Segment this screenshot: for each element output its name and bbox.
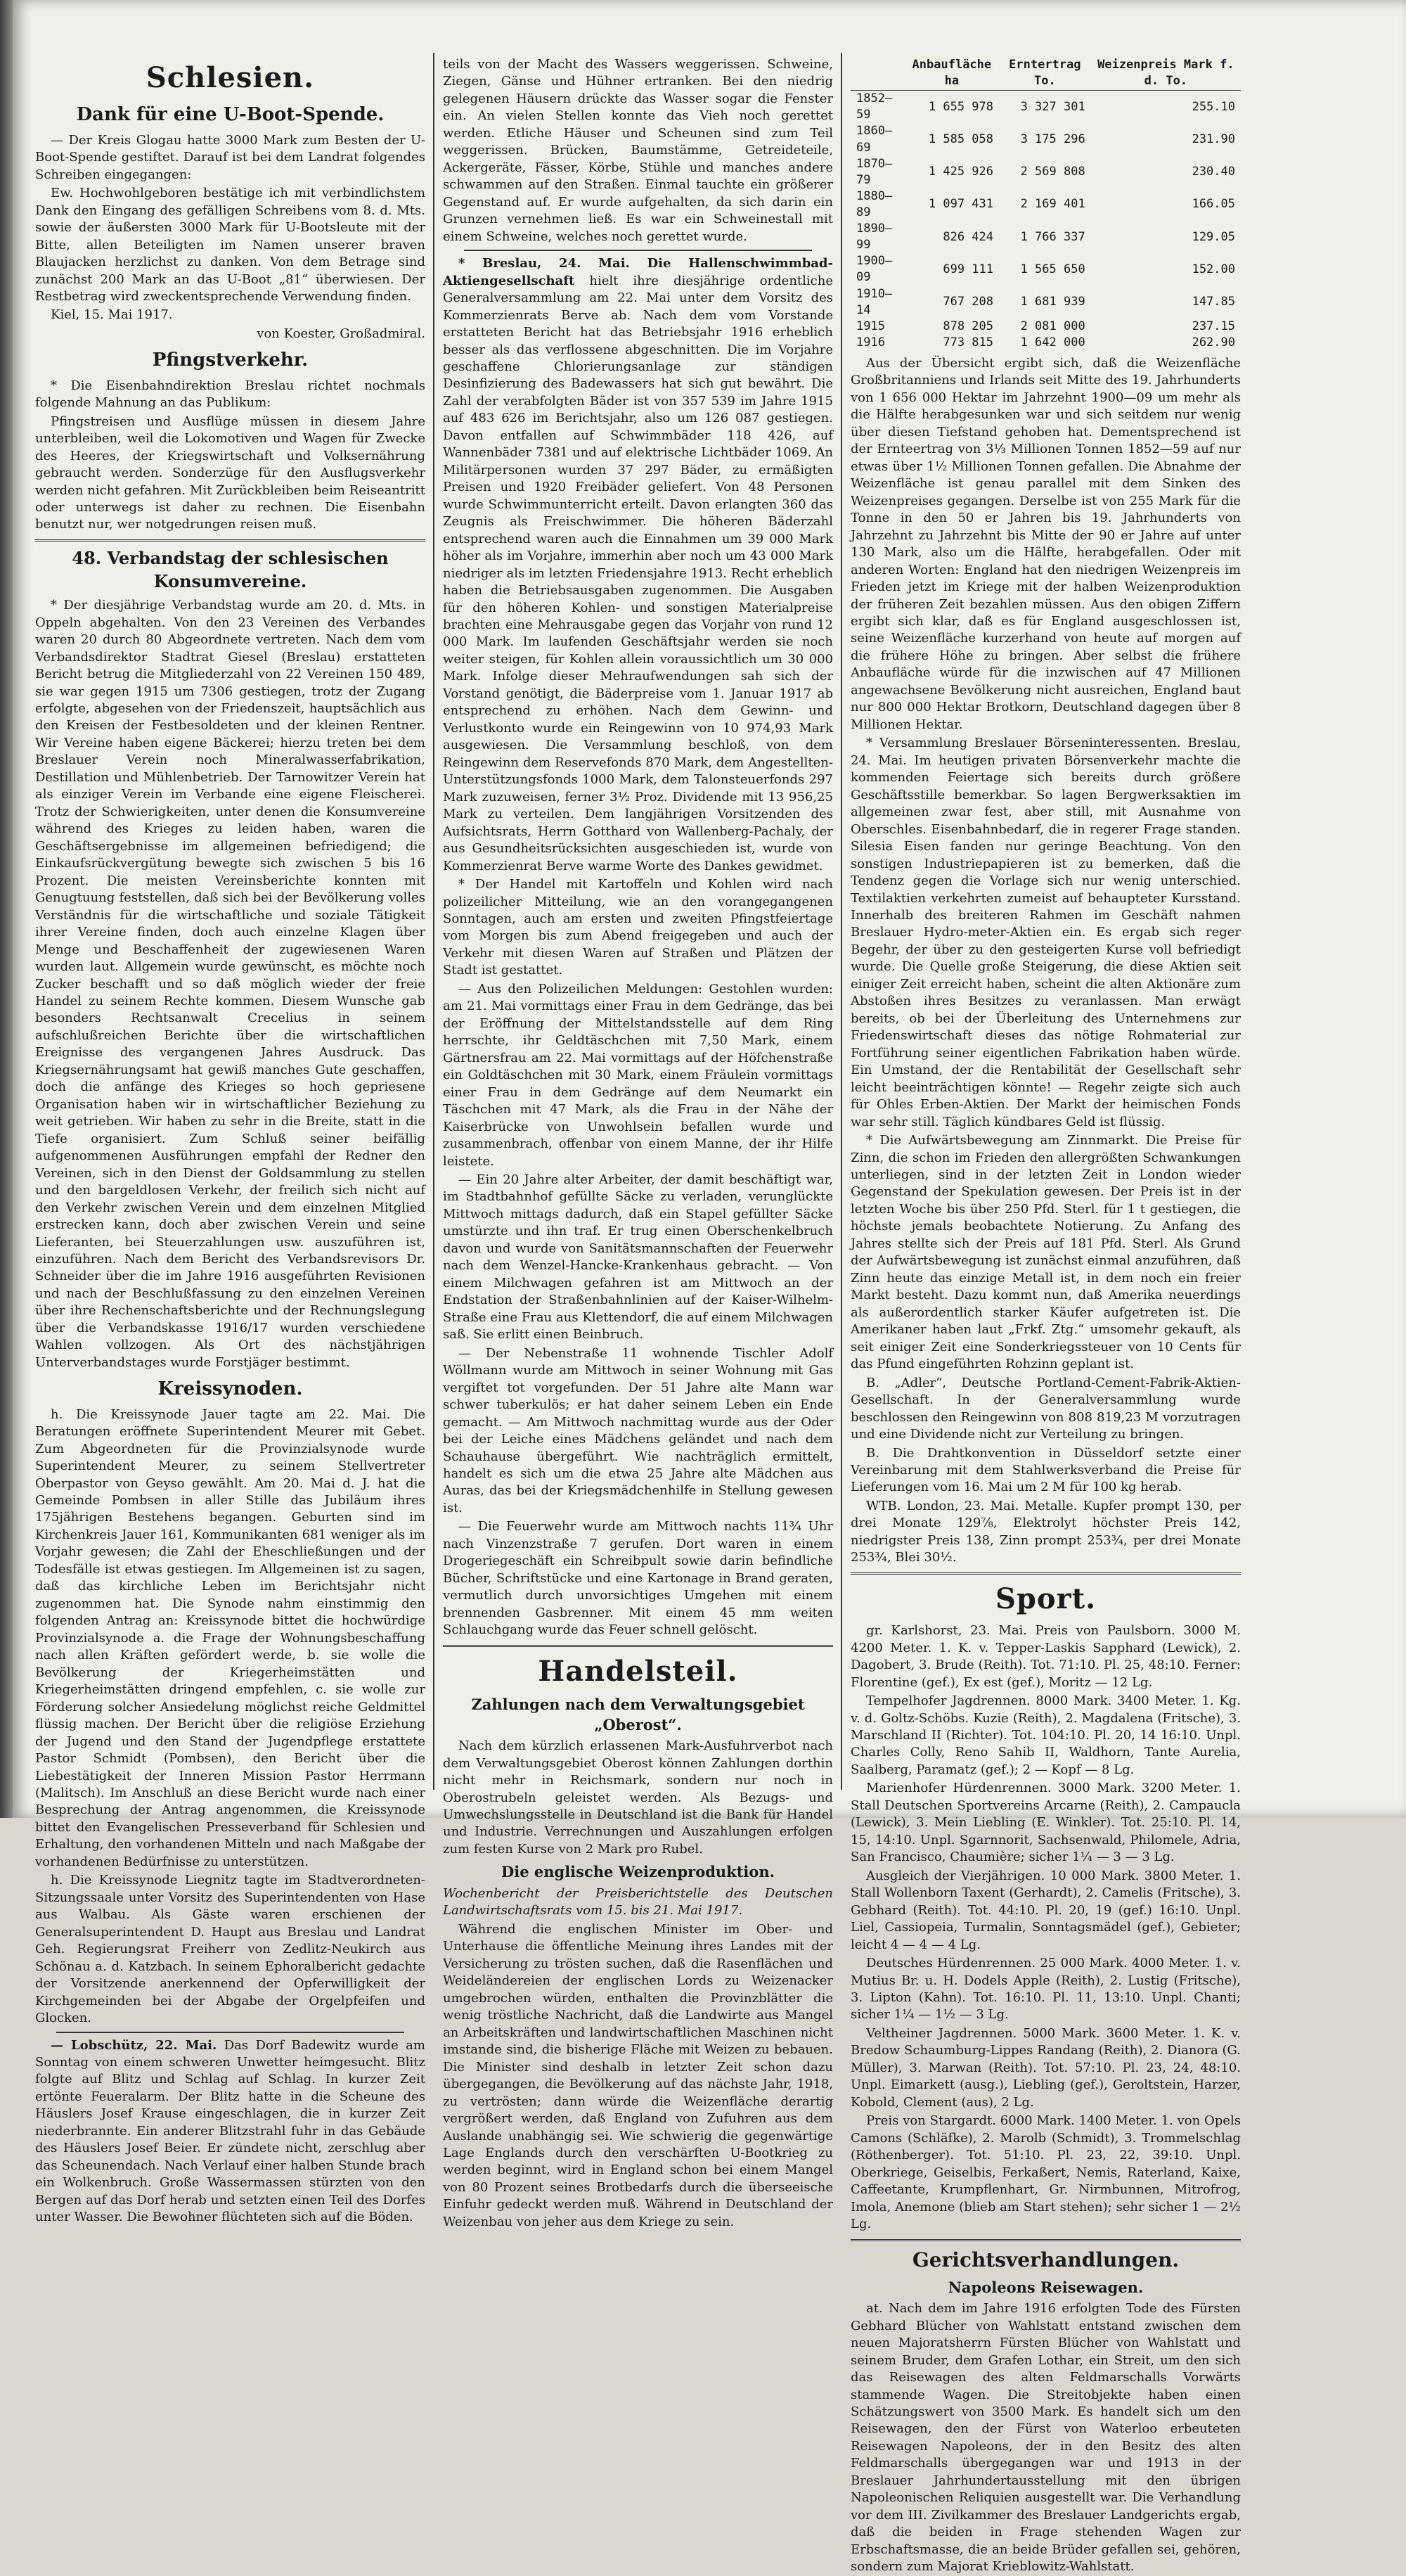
article-text: Das Dorf Badewitz wurde am Sonntag von einem schweren Unwetter heimgesucht. Blitz folgte auf Blitz und Schlag auf Schlag. In kurzer Zeit ertönte Feueralarm. Der Blitz hatte in die Scheune des Häuslers Josef Krause eingeschlagen, die in kurzer Zeit niederbrannte. Ein anderer Blitzstrahl fuhr in das Gebäude des Häuslers Josef Beier. Er zündete nicht, zerschlug aber das Scheunendach. Nach Verlauf einer halben Stunde brach ein Wolkenbruch. Große Wassermassen stürzten von den Bergen auf das Dorf herab und setzten einen Teil des Dorfes unter Wasser. Die Bewohner flüchteten sich auf die Böden. [35, 2037, 425, 2225]
table-cell: 230.40 [1192, 165, 1235, 179]
article-title-verbandstag: 48. Verbandstag der schlesischen Konsumvereine. [72, 547, 389, 591]
article-paragraph [443, 255, 833, 875]
column-rule [433, 53, 434, 1790]
section-title-handelsteil: Handelsteil. [538, 1654, 738, 1688]
table-cell: 262.90 [1192, 335, 1235, 350]
table-cell: 1 097 431 [928, 197, 994, 212]
article-title-oberost: Zahlungen nach dem Verwaltungsgebiet „Oberost“. [471, 1696, 805, 1734]
article-paragraph: h. Die Kreissynode Liegnitz tagte im Stadtverordneten-Sitzungssaale unter Vorsitz des Superintendenten von Hase aus Walbau. Als Gäste waren erschienen der Generalsuperintendent D. Haupt aus Breslau und Landrat Geh. Regierungsrat Freiherr von Zedlitz-Neukirch aus Schönau a. d. Katzbach. In seinem Ephoralbericht gedachte der Vorsitzende anerkennend der Opferwilligkeit der Kirchgemeinden bei der Abgabe der Orgelpfeifen und Glocken. [35, 1873, 425, 2026]
race-result: Marienhofer Hürdenrennen. 3000 Mark. 3200 Meter. 1. Stall Deutschen Sportvereins Arcarne (Reith), 2. Campaucla (Lewick), 3. Mein Liebling (E. Winkler). Tot. 25:10. Pl. 14, 15, 14:10. Unpl. Sgarnnorit, Sachsenwald, Philomele, Adria, San Francisco, Chaumière; sicher 1¼ — 3 — 3 Lg. [851, 1781, 1241, 1865]
table-cell: 1 565 650 [1020, 262, 1085, 276]
article-paragraph: — Die Feuerwehr wurde am Mittwoch nachts 11¾ Uhr nach Vinzenzstraße 7 gerufen. Dort waren in einem Drogeriegeschäft ein Schreibpult sowie darin befindliche Bücher, Schriftstücke und eine Kartonage in Brand geraten, vermutlich durch unvorsichtiges Umgehen mit einem brennenden Gasbrenner. Mit einem 45 mm weiten Schlauchgang wurde das Feuer schnell gelöscht. [443, 1519, 833, 1638]
table-cell: 1890—99 [856, 222, 893, 252]
article-paragraph: teils von der Macht des Wassers weggerissen. Schweine, Ziegen, Gänse und Hühner ertranken. Bei den niedrig gelegenen Häusern drückte das Wasser sogar die Fenster ein. An vielen Stellen konnte das Vieh noch gerettet werden. Etliche Häuser und Scheunen sind zum Teil weggerissen. Brücken, Baumstämme, Getreideteile, Ackergeräte, Fässer, Körbe, Stühle und manches andere schwammen auf den Straßen. Einmal tauchte ein größerer Gegenstand auf. Er wurde aufgehalten, da sich darin ein Grunzen vernehmen ließ. Es war ein Schweinestall mit einem Schweine, welches noch gerettet wurde. [443, 57, 833, 244]
book-gutter [0, 0, 13, 1818]
table-cell: 152.00 [1192, 262, 1235, 276]
column-3 [851, 56, 1241, 2575]
table-header: Anbaufläche ha [905, 56, 999, 91]
table-row [851, 221, 1241, 253]
table-cell: 1 766 337 [1020, 229, 1085, 244]
article-title-napoleon: Napoleons Reisewagen. [948, 2278, 1144, 2296]
divider [35, 539, 425, 542]
table-cell: 3 175 296 [1020, 132, 1085, 146]
article-paragraph: Ew. Hochwohlgeboren bestätige ich mit verbindlichstem Dank den Eingang des gefälligen Schreibens vom 8. d. Mts. sowie der äußersten 3000 Mark für U-Bootsleute mit der Bitte, allen Beteiligten im Namen unserer braven Blaujacken herzlichst zu danken. Von dem Betrage sind zunächst 200 Mark an das U-Boot „81“ überwiesen. Der Restbetrag wird zweckentsprechende Verwendung finden. [35, 186, 425, 304]
section-title-sport: Sport. [995, 1582, 1096, 1615]
table-header-row [851, 56, 1241, 91]
table-cell: 3 327 301 [1020, 99, 1085, 114]
article-signature: von Koester, Großadmiral. [257, 326, 425, 341]
table-cell: 2 569 808 [1020, 165, 1085, 179]
table-body [851, 91, 1241, 351]
table-row [851, 188, 1241, 221]
table-cell: 773 815 [943, 335, 994, 350]
table-cell: 1860—69 [856, 124, 893, 155]
table-cell: 1870—79 [856, 156, 893, 187]
article-title-pfingst: Pfingstverkehr. [152, 350, 309, 371]
table-cell: 699 111 [943, 262, 994, 276]
table-cell: 1 642 000 [1020, 335, 1085, 350]
table-cell: 1910—14 [856, 286, 893, 317]
article-subtitle: Wochenbericht der Preisberichtstelle des Deutschen Landwirtschaftsrats vom 15. bis 21. Mai 1917. [443, 1885, 833, 1918]
table-row [851, 319, 1241, 335]
article-paragraph: — Aus den Polizeilichen Meldungen: Gestohlen wurden: am 21. Mai vormittags einer Frau in dem Gedränge, das bei der Eröffnung der Mittelstandsstelle auf dem Ring herrschte, ihr Geldtäschchen mit 7,50 Mark, einem Gärtnersfrau am 22. Mai vormittags auf der Höfchenstraße ein Goldtäschchen mit 30 Mark, einem Fräulein vormittags einer Frau in dem Gedränge auf dem Neumarkt ein Täschchen mit 47 Mark, als die Frau in der Nähe der Kaiserbrücke von Unwohlsein befallen wurde und zusammenbrach, offenbar von einem Manne, der ihr Hilfe leistete. [443, 981, 833, 1169]
article-paragraph [35, 2037, 425, 2226]
table-row [851, 335, 1241, 351]
article-paragraph: B. „Adler“, Deutsche Portland-Cement-Fabrik-Aktien-Gesellschaft. In der Generalversammlung wurde beschlossen den Reingewinn von 808 819,23 M vorzutragen und eine Dividende nicht zur Verteilung zu bringen. [851, 1375, 1241, 1442]
race-result: Deutsches Hürdenrennen. 25 000 Mark. 4000 Meter. 1. v. Mutius Br. u. H. Dodels Apple (Reith), 2. Lustig (Fritsche), 3. Lipton (Kahn). Tot. 16:10. Pl. 11, 13:10. Unpl. Chanti; sicher 1¼ — 1½ — 3 Lg. [851, 1956, 1241, 2023]
column-2 [443, 56, 833, 2229]
article-lead: — Lobschütz, 22. Mai. [51, 2037, 217, 2053]
table-cell: 255.10 [1192, 99, 1235, 114]
newspaper-page [13, 0, 1406, 2575]
table-cell: 237.15 [1192, 319, 1235, 333]
divider [851, 2239, 1241, 2241]
table-cell: 1916 [856, 335, 885, 350]
article-text: hielt ihre diesjährige ordentliche Generalversammlung am 22. Mai unter dem Vorsitz des Kommerzienrats Berve ab. Nach dem vom Vorstande erstatteten Bericht hat das Betriebsjahr 1916 erheblich besser als das verflossene abgeschnitten. Die im Vorjahre geschaffene Chlorierungsanlage zur ständigen Desinfizierung des Badewassers hat sich gut bewährt. Die Zahl der verabfolgten Bäder ist von 357 539 im Jahre 1915 auf 483 626 im Berichtsjahr, also um 126 087 gestiegen. Davon entfallen auf Schwimmbäder 118 426, auf Wannenbäder 7381 und auf elektrische Lichtbäder 1069. An Militärpersonen wurden 37 297 Bäder, zu ermäßigten Preisen und 1920 Freibäder geliefert. Von 48 Personen wurde Schwimmunterricht erteilt. Davon erlangten 360 das Zeugnis als Freischwimmer. Die höheren Bäderzahl entsprechend waren auch die Einnahmen um 39 000 Mark höher als im Vorjahre, immerhin aber noch um 43 000 Mark niedriger als im letzten Friedensjahre 1913. Recht erheblich haben die Betriebsausgaben zugenommen. Die Ausgaben für den höheren Kohlen- und sonstigen Materialpreise brachten eine Mehrausgabe gegen das Vorjahr von rund 12 000 Mark. Im laufenden Geschäftsjahr werden sie noch weiter steigen, für Kohlen allein voraussichtlich um 30 000 Mark. Infolge dieser Mehraufwendungen sah sich der Vorstand genötigt, die Bäderpreise vom 1. Januar 1917 ab entsprechend zu erhöhen. Nach dem Gewinn- und Verlustkonto wurde ein Reingewinn von 10 974,93 Mark ausgewiesen. Die Versammlung beschloß, von dem Reingewinn dem Reservefonds 870 Mark, dem Angestellten-Unterstützungsfonds 1000 Mark, dem Talonsteuerfonds 297 Mark zuzuweisen, ferner 3½ Proz. Dividende mit 13 956,25 Mark zu verteilen. Dem langjährigen Vorsitzenden des Aufsichtsrats, Herrn Gotthard von Wallenberg-Pachaly, der aus Gesundheitsrücksichten ausgeschieden ist, wurde von Kommerzienrat Berve warme Worte des Dankes gewidmet. [443, 273, 833, 873]
article-title-kreissynoden: Kreissynoden. [157, 1378, 303, 1400]
race-result: gr. Karlshorst, 23. Mai. Preis von Paulsborn. 3000 M. 4200 Meter. 1. K. v. Tepper-Laskis Sapphard (Lewick), 2. Dagobert, 3. Brude (Reith). Tot. 71:10. Pl. 25, 48:10. Ferner: Florentine (gef.), Ex est (gef.), Moritz — 12 Lg. [851, 1623, 1241, 1690]
table-header: Erntertrag To. [999, 56, 1091, 91]
article-paragraph: Aus der Übersicht ergibt sich, daß die Weizenfläche Großbritanniens und Irlands seit Mitte des 19. Jahrhunderts von 1 656 000 Hektar im Jahrzehnt 1900—09 um mehr als die Hälfte herabgesunken war und sich seitdem nur wenig über diesen Tiefstand gehoben hat. Dementsprechend ist der Ernteertrag von 3⅓ Millionen Tonnen 1852—59 auf nur etwas über 1½ Millionen Tonnen gefallen. Die Abnahme der Weizenfläche ist genau parallel mit dem Sinken des Weizenpreises gegangen. Derselbe ist von 255 Mark für die Tonne in den 50 er Jahren bis 19. Jahrhunderts von Jahrzehnt zu Jahrzehnt bis Mitte der 90 er Jahre auf unter 130 Mark, also um die Hälfte, herabgefallen. Oder mit anderen Worten: England hat den niedrigen Weizenpreis im Frieden jetzt im Kriege mit der halben Weizenproduktion der früheren Zeit bezahlen müssen. Aus den obigen Ziffern ergibt sich klar, daß es für England ausgeschlossen ist, seine Weizenfläche kurzerhand von heute auf morgen auf die frühere Höhe zu bringen. Aber selbst die frühere Anbaufläche würde für die inzwischen auf 47 Millionen angewachsene Bevölkerung nicht ausreichen, England baut nur 800 000 Hektar Brotkorn, Deutschland dagegen über 8 Millionen Hektar. [851, 355, 1241, 732]
race-result: Ausgleich der Vierjährigen. 10 000 Mark. 3800 Meter. 1. Stall Wollenborn Taxent (Gerhardt), 2. Camelis (Fritsche), 3. Gebhard (Reith). Tot. 44:10. Pl. 20, 19 (gef.) 16:10. Unpl. Liel, Cassiopeia, Turmalin, Sonntagsmädel (gef.), Gebieter; leicht 4 — 4 — 4 Lg. [851, 1868, 1241, 1952]
article-paragraph: B. Die Drahtkonvention in Düsseldorf setzte einer Vereinbarung mit dem Stahlwerksverband die Preise für Lieferungen vom 16. Mai um 2 M für 100 kg herab. [851, 1445, 1241, 1495]
table-header [851, 56, 905, 91]
table-cell: 129.05 [1192, 229, 1235, 244]
article-paragraph: * Der diesjährige Verbandstag wurde am 20. d. Mts. in Oppeln abgehalten. Von den 23 Vereinen des Verbandes waren 20 durch 80 Abgeordnete vertreten. Nach dem vom Verbandsdirektor Stadtrat Giesel (Breslau) erstatteten Bericht betrug die Mitgliederzahl von 22 Vereinen 150 489, sie war gegen 1915 um 7306 gestiegen, trotz der Zugang erfolgte, abgesehen von der Friedenszeit, hauptsächlich aus den Kreisen der Festbesoldeten und der kleinen Rentner. Wir Vereine haben eigene Bäckerei; hierzu treten bei dem Breslauer Verein noch Mineralwasserfabrikation, Destillation und Mühlenbetrieb. Der Tarnowitzer Verein hat als einziger Verein im Verbande eine eigene Fleischerei. Trotz der Schwierigkeiten, unter denen die Konsumvereine während des Krieges zu leiden haben, waren die Geschäftsergebnisse im allgemeinen befriedigend; die Einkaufsrückvergütung bewegte sich zwischen 5 bis 16 Prozent. Die meisten Vereinsberichte konnten mit Genugtuung feststellen, daß sich bei der Bevölkerung volles Verständnis für die wirtschaftliche und soziale Tätigkeit ihrer Vereine finden, doch auch einzelne Klagen über Menge und Beschaffenheit der zugewiesenen Waren wurden laut. Allgemein wurde gewünscht, es möchte noch Zucker beschafft und so daß möglich wieder der freie Handel zu seinem Rechte kommen. Diesem Wunsche gab besonders Rechtsanwalt Crecelius in seinem aufschlußreichen Berichte über die wirtschaftlichen Ereignisse des vergangenen Jahres Ausdruck. Das Kriegsernährungsamt hat gewiß manches Gute geschaffen, doch die anfänge des Krieges so hoch gepriesene Organisation haben wir in wirtschaftlicher Beziehung zu weit getrieben. Wir haben zu sehr in die Breite, statt in die Tiefe organisiert. Zum Schluß seiner beifällig aufgenommenen Ausführungen empfahl der Redner den Vereinen, sich in den Dienst der Goldsammlung zu stellen und den bargeldlosen Verkehr, der freilich sich nicht auf den Verkehr zwischen Verein und dem einzelnen Mitglied erstrecken kann, doch aber zwischen Verein und seine Lieferanten, bei Steuerzahlungen usw. auszuführen ist, einzuführen. Nach dem Bericht des Verbandsrevisors Dr. Schneider über die im Jahre 1916 ausgeführten Revisionen und nach der Beschlußfassung zu den einzelnen Vereinen über ihre Rechenschaftsberichte und der Rechnungslegung über die Verbandskasse 1916/17 wurden verschiedene Wahlen vollzogen. Als Ort des nächstjährigen Unterverbandstages wurde Forstjäger bestimmt. [35, 598, 425, 1370]
table-row [851, 286, 1241, 319]
divider [443, 1645, 833, 1647]
column-1 [35, 56, 425, 2225]
table-row [851, 156, 1241, 188]
table-cell: 878 205 [943, 319, 994, 333]
table-cell: 2 081 000 [1020, 319, 1085, 333]
wheat-table [851, 56, 1241, 351]
article-paragraph: h. Die Kreissynode Jauer tagte am 22. Mai. Die Beratungen eröffnete Superintendent Meurer mit Gebet. Zum Abgeordneten für die Provinzialsynode wurde Superintendent Meurer, zu seinem Stellvertreter Oberpastor von Geyso gewählt. Am 20. Mai d. J. hat die Gemeinde Pombsen in aller Stille das Jubiläum ihres 175jährigen Bestehens begangen. Geburten sind im Kirchenkreis Jauer 161, Kommunikanten 681 weniger als im Vorjahr gewesen; die Zahl der Eheschließungen und der Todesfälle ist etwas gestiegen. Im Allgemeinen ist zu sagen, daß das kirchliche Leben im Berichtsjahr nicht zugenommen hat. Die Synode nahm einstimmig den folgenden Antrag an: Kreissynode bittet die hochwürdige Provinzialsynode a. die Frage der Wohnungsbeschaffung nach allen Kräften gefördert werde, b. sie wolle die Bevölkerung der Kriegerheimstätten und Kriegerheimstätten dringend empfehlen, c. sie wolle zur Förderung solcher Ansiedelung möglichst reiche Geldmittel flüssig machen. Der Bericht über die religiöse Erziehung der Jugend und den Stand der Jugendpflege erstattete Pastor Schmidt (Pombsen), den Bericht über die Liebestätigkeit der Inneren Mission Pastor Herrmann (Malitsch). Im Anschluß an diese Bericht wurde nach einer Besprechung der Antrag angenommen, die Kreissynode bittet den Evangelischen Presseverband für Schlesien und Erhaltung, den vorhandenen Mitteln und nach Maßgabe der vorhandenen Bedürfnisse zu unterstützen. [35, 1406, 425, 1869]
article-paragraph: WTB. London, 23. Mai. Metalle. Kupfer prompt 130, per drei Monate 129⅞, Elektrolyt höchster Preis 142, niedrigster Preis 138, Zinn prompt 253¾, per drei Monate 253¾, Blei 30½. [851, 1498, 1241, 1565]
table-row [851, 123, 1241, 155]
race-result: Veltheiner Jagdrennen. 5000 Mark. 3600 Meter. 1. K. v. Bredow Schaumburg-Lippes Randang (Reith), 2. Dianora (G. Müller), 3. Marwan (Reith). Tot. 57:10. Pl. 23, 24, 48:10. Unpl. Eimarkett (ausg.), Liebling (gef.), Geroltstein, Harzer, Kobold, Clement (aus), 2 Lg. [851, 2025, 1241, 2110]
divider [56, 2032, 404, 2033]
table-cell: 1915 [856, 319, 885, 333]
table-cell: 1880—89 [856, 188, 893, 219]
table-header: Weizenpreis Mark f. d. To. [1091, 56, 1241, 91]
article-title-weizen: Die englische Weizenproduktion. [501, 1863, 775, 1881]
article-paragraph: at. Nach dem im Jahre 1916 erfolgten Tode des Fürsten Gebhard Blücher von Wahlstatt entstand zwischen dem neuen Majoratsherrn Fürsten Blücher von Wahlstatt und seinem Bruder, dem Grafen Lothar, ein Streit, um den sich das Reisewagen des alten Feldmarschalls Vorwärts stammende Wagen. Die Streitobjekte haben einen Schätzungswert von 3500 Mark. Es handelt sich um den Reisewagen, den der Fürst von Waterloo erbeuteten Reisewagen Napoleons, der in den Besitz des alten Feldmarschalls übergegangen war und 1913 in der Breslauer Jahrhundertausstellung mit den übrigen Napoleonischen Reliquien ausgestellt war. Die Verhandlung vor dem III. Zivilkammer des Breslauer Landgerichts ergab, daß die beiden in Frage stehenden Wagen zur Erbschaftsmasse, die an beide Brüder gefallen sei, gehören, sondern zum Majorat Krieblowitz-Wahlstatt. [851, 2301, 1241, 2575]
table-cell: 1 655 978 [928, 99, 994, 114]
table-cell: 1 681 939 [1020, 295, 1085, 309]
article-paragraph: — Der Kreis Glogau hatte 3000 Mark zum Besten der U-Boot-Spende gestiftet. Darauf ist bei dem Landrat folgendes Schreiben eingegangen: [35, 132, 425, 182]
article-paragraph: * Der Handel mit Kartoffeln und Kohlen wird nach polizeilicher Mitteilung, wie an den vorangegangenen Sonntagen, auch am ersten und zweiten Pfingstfeiertage vom Morgen bis zum Abend freigegeben und auch der Verkehr mit diesen Waren auf Straßen und Plätzen der Stadt ist gestattet. [443, 877, 833, 978]
article-paragraph: Während die englischen Minister im Ober- und Unterhause die öffentliche Meinung ihres Landes mit der Versicherung zu trösten suchen, daß die Rasenflächen und Weideländereien der englischen Lords zu Weizenacker umgebrochen würden, enthalten die Provinzblätter die wenig tröstliche Nachricht, daß die Landwirte aus Mangel an Arbeitskräften und landwirtschaftlichen Maschinen nicht imstande sind, die bisherige Fläche mit Weizen zu bebauen. Die Minister sind deshalb in letzter Zeit schon dazu übergegangen, die Bevölkerung auf das nächste Jahr, 1918, zu vertrösten; dann würde die Weizenfläche derartig vergrößert werden, daß England von Zufuhren aus dem Auslande unabhängig sei. Wie schwierig die gegenwärtige Lage Englands durch den verschärften U-Bootkrieg zu werden beginnt, wird in England schon bei einem Mangel von 80 Prozent seines Brotbedarfs durch die überseeische Einfuhr gedeckt werden muß. Während in Deutschland der Weizenbau von jeher aus dem Kriege zu sein. [443, 1921, 833, 2229]
article-paragraph: — Ein 20 Jahre alter Arbeiter, der damit beschäftigt war, im Stadtbahnhof gefüllte Säcke zu verladen, verunglückte Mittwoch mittags dadurch, daß ein Stapel gefüllter Säcke umstürzte und ihn traf. Er trug einen Oberschenkelbruch davon und wurde von Sanitätsmannschaften der Feuerwehr nach dem Wenzel-Hancke-Krankenhaus gebracht. — Von einem Milchwagen gefahren ist am Mittwoch an der Endstation der Straßenbahnlinien auf der Kaiser-Wilhelm-Straße eine Frau aus Klettendorf, die auf einem Milchwagen saß. Sie erlitt einen Beinbruch. [443, 1172, 833, 1343]
article-paragraph: Nach dem kürzlich erlassenen Mark-Ausfuhrverbot nach dem Verwaltungsgebiet Oberost können Zahlungen dorthin nicht mehr in Reichsmark, sondern nur noch in Oberostrubeln geleistet werden. Als Bezugs- und Umwechslungsstelle in Deutschland ist die Bank für Handel und Industrie. Verrechnungen und Auszahlungen erfolgen zum festen Kurse von 2 Mark pro Rubel. [443, 1738, 833, 1857]
article-paragraph: * Die Eisenbahndirektion Breslau richtet nochmals folgende Mahnung an das Publikum: [35, 378, 425, 411]
table-cell: 826 424 [943, 229, 994, 244]
race-result: Tempelhofer Jagdrennen. 8000 Mark. 3400 Meter. 1. Kg. v. d. Goltz-Schöbs. Kuzie (Reith), 2. Magdalena (Fritsche), 3. Marschland II (Richter). Tot. 104:10. Pl. 20, 14 16:10. Unpl. Charles Colly, Reno Sahib II, Waldhorn, Tante Aurelia, Saalberg, Paramatz (gef.); 2 — Kopf — 8 Lg. [851, 1693, 1241, 1777]
divider [464, 250, 812, 251]
table-cell: 2 169 401 [1020, 197, 1085, 212]
section-title-schlesien: Schlesien. [146, 61, 315, 94]
section-title-gericht: Gerichtsverhandlungen. [912, 2248, 1180, 2271]
table-row [851, 253, 1241, 286]
table-cell: 1852—59 [856, 91, 893, 122]
table-cell: 767 208 [943, 295, 994, 309]
table-cell: 147.85 [1192, 295, 1235, 309]
article-paragraph: Pfingstreisen und Ausflüge müssen in diesem Jahre unterbleiben, weil die Lokomotiven und Wagen für Zwecke des Heeres, der Kriegswirtschaft und Volksernährung gebraucht werden. Sonderzüge für den Ausflugsverkehr werden nicht gefahren. Mit Zurückbleiben beim Reiseantritt oder unterwegs ist daher zu rechnen. Die Eisenbahn benutzt nur, wer notgedrungen reisen muß. [35, 414, 425, 532]
table-row [851, 91, 1241, 124]
article-dateline: Kiel, 15. Mai 1917. [51, 307, 173, 323]
table-cell: 231.90 [1192, 132, 1235, 146]
table-cell: 1 425 926 [928, 165, 994, 179]
race-result: Preis von Stargardt. 6000 Mark. 1400 Meter. 1. von Opels Camons (Schläfke), 2. Marolb (Schmidt), 3. Trommelschlag (Röthenberger). Tot. 51:10. Pl. 23, 22, 39:10. Unpl. Oberkriege, Geiselbis, Ferkaßert, Nemis, Raterland, Kaixe, Caffeetante, Krumpflenhart, Gr. Nirmbunnen, Mitrofrog, Imola, Anemone (blieb am Start stehen); sehr sicher 1 — 2½ Lg. [851, 2113, 1241, 2232]
table-cell: 1 585 058 [928, 132, 994, 146]
article-paragraph: * Versammlung Breslauer Börseninteressenten. Breslau, 24. Mai. Im heutigen privaten Börsenverkehr machte die kommenden Feiertage sich bereits durch größere Geschäftsstille bemerkbar. So lagen Bergwerksaktien im allgemeinen zwar fest, aber still, mit Ausnahme von Oberschles. Eisenbahnbedarf, die in regerer Frage standen. Silesia Eisen fanden nur geringe Beachtung. Von den sonstigen Industriepapieren ist zu bemerken, daß die Tendenz gegen die Vorlage sich nur wenig unterschied. Textilaktien verkehrten zumeist auf behaupteter Kursstand. Innerhalb des breiteren Rahmen im Geschäft nahmen Breslauer Hydro-meter-Aktien ein. Es ergab sich reger Begehr, der über zu den gesteigerten Kurse voll befriedigt wurde. Die Quelle große Steigerung, die diese Aktien seit einiger Zeit erreicht haben, scheint die alten Aktionäre zum Abstoßen ihres Besitzes zu veranlassen. Man erwägt bereits, ob bei der Überleitung des Unternehmens zur Friedenswirtschaft dieses das nötige Rohmaterial zur Fortführung seiner eigentlichen Fabrikation haben würde. Ein Umstand, der die Rentabilität der Gesellschaft sehr leicht beeinträchtigen könnte! — Regehr zeigte sich auch für Ohles Erben-Aktien. Der Markt der heimischen Fonds war sehr still. Täglich kündbares Geld ist flüssig. [851, 736, 1241, 1129]
article-title-uboot: Dank für eine U-Boot-Spende. [76, 104, 385, 126]
article-lead: * Breslau, 24. Mai. Die Hallenschwimmbad-Aktiengesellschaft [443, 256, 833, 288]
divider [851, 1572, 1241, 1575]
table-cell: 166.05 [1192, 197, 1235, 212]
table-cell: 1900—09 [856, 254, 893, 285]
article-paragraph: * Die Aufwärtsbewegung am Zinnmarkt. Die Preise für Zinn, die schon im Frieden den allergrößten Schwankungen unterliegen, sind in der letzten Zeit in London wieder Gegenstand der Spekulation gewesen. Der Preis ist in der letzten Woche bis über 250 Pfd. Sterl. für 1 t gestiegen, die höchste jemals beobachtete Notierung. Zu Anfang des Jahres stellte sich der Preis auf 181 Pfd. Sterl. Als Grund der Aufwärtsbewegung ist zunächst einmal anzuführen, daß Zinn heute das einzige Metall ist, in dem noch ein freier Markt besteht. Dazu kommt nun, daß Amerika neuerdings als außerordentlich starker Käufer aufgetreten ist. Die Amerikaner haben laut „Frkf. Ztg.“ umsomehr gekauft, als seit einiger Zeit eine Sonderkriegssteuer von 10 Cents für das Pfund eingeführten Rohzinn geplant ist. [851, 1133, 1241, 1372]
column-rule [841, 53, 842, 1790]
article-paragraph: — Der Nebenstraße 11 wohnende Tischler Adolf Wöllmann wurde am Mittwoch in seiner Wohnung mit Gas vergiftet tot vorgefunden. Der 51 Jahre alte Mann war schwer tuberkulös; er hat daher seinem Leben ein Ende gemacht. — Am Mittwoch nachmittag wurde aus der Oder bei der Leiche eines Mädchens geländet und nach dem Schauhause übergeführt. Wie nachträglich ermittelt, handelt es sich um die etwa 25 Jahre alte Mädchen aus Auras, das bei der Kriegsmädchenhilfe in Stellung gewesen ist. [443, 1345, 833, 1516]
